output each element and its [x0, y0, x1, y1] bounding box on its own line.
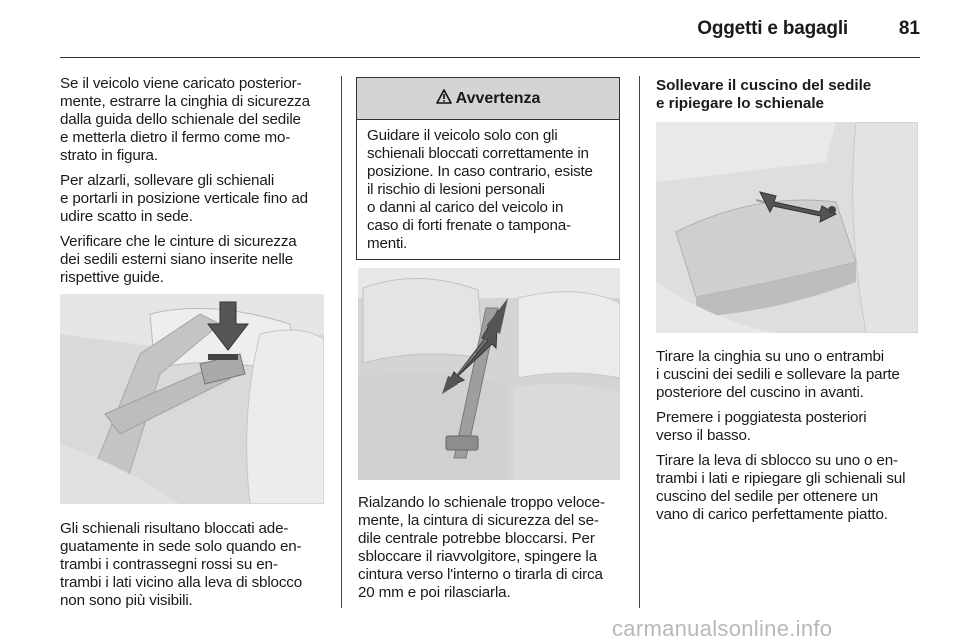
- warning-title: Avvertenza: [455, 89, 541, 107]
- column-1-lower: [60, 520, 332, 617]
- page-header-title: Oggetti e bagagli: [697, 18, 848, 39]
- col2-paragraph-1: Rialzando lo schienale troppo veloce- mente, la cintura di sicurezza del se- dile centrale potrebbe bloccarsi. Per sbloccare il riavvolgitore, spingere la cintura verso l'interno o tirarla di circa 20 mm e poi rilasciarla.: [358, 494, 605, 601]
- page-number: 81: [898, 18, 920, 39]
- header-rule: [60, 57, 920, 58]
- warning-triangle-icon: [436, 89, 452, 109]
- figure-seat-cushion: [656, 122, 918, 333]
- figure-seatbelt-guide: [60, 294, 324, 504]
- figure-headrest-belt: [358, 268, 620, 480]
- column-2-lower: [358, 494, 630, 609]
- col1-paragraph-3: Verificare che le cinture di sicurezza dei sedili esterni siano inserite nelle rispettive guide.: [60, 233, 297, 286]
- col3-paragraph-3: Tirare la leva di sblocco su uno o en- trambi i lati e ripiegare gli schienali sul cuscino del sedile per ottenere un vano di carico perfettamente piatto.: [656, 452, 906, 523]
- col1-paragraph-4: Gli schienali risultano bloccati ade- guatamente in sede solo quando en- trambi i contrassegni rossi su en- trambi i lati vicino alla leva di sblocco non sono più visibili.: [60, 520, 303, 609]
- col3-paragraph-1: Tirare la cinghia su uno o entrambi i cuscini dei sedili e sollevare la parte posteriore del cuscino in avanti.: [656, 348, 900, 401]
- col1-paragraph-1: Se il veicolo viene caricato posterior- mente, estrarre la cinghia di sicurezza dalla guida dello schienale del sedile e metterla dietro il fermo come mo- strato in figura.: [60, 75, 310, 164]
- column-separator-1: [341, 76, 342, 608]
- warning-text: Guidare il veicolo solo con gli schienali bloccati correttamente in posizione. In caso contrario, esiste il rischio di lesioni personali o danni al carico del veicolo in caso di forti frenate o tampona- menti.: [367, 127, 593, 252]
- col3-paragraph-2: Premere i poggiatesta posteriori verso il basso.: [656, 409, 867, 444]
- column-1: [60, 75, 332, 294]
- watermark: carmanualsonline.info: [612, 616, 833, 641]
- column-separator-2: [639, 76, 640, 608]
- column-3-body: [656, 348, 928, 531]
- warning-box: [356, 77, 620, 260]
- column-3-heading: Sollevare il cuscino del sedile e ripiegare lo schienale: [656, 77, 872, 112]
- col1-paragraph-2: Per alzarli, sollevare gli schienali e portarli in posizione verticale fino ad udire scatto in sede.: [60, 172, 308, 225]
- warning-header: [357, 78, 619, 120]
